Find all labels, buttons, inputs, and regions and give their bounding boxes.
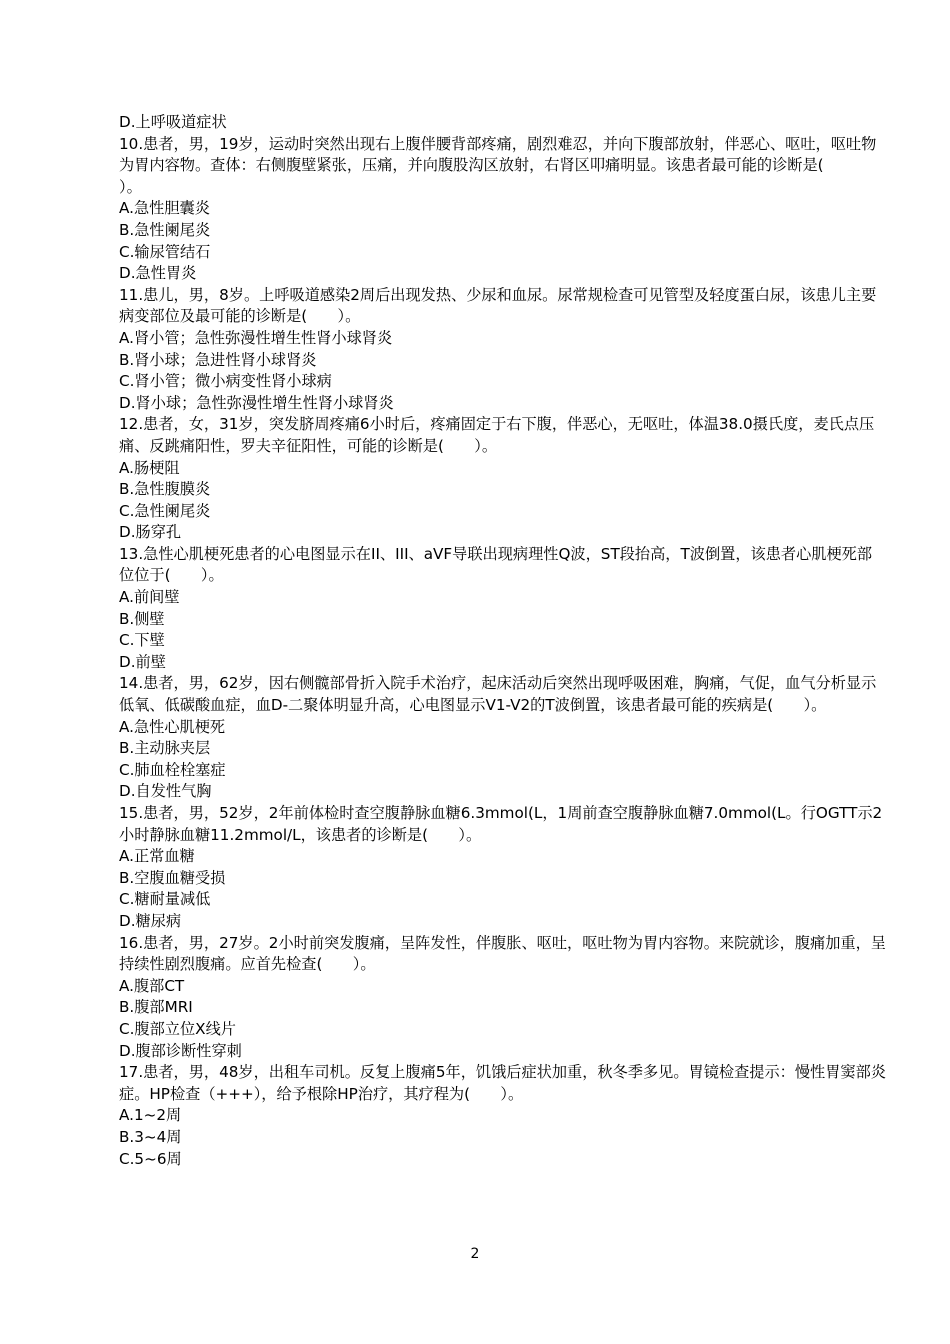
option-line: D.肾小球；急性弥漫性增生性肾小球肾炎 bbox=[119, 393, 394, 412]
option-line: A.前间壁 bbox=[119, 588, 180, 607]
question-text: 15.患者，男，52岁，2年前体检时查空腹静脉血糖6.3mmol(L，1周前查空腹静脉血糖7.0mmol(L。行OGTT示2小时静脉血糖11.2mmol/L，该患者的诊断是( ）。 bbox=[119, 804, 883, 844]
option-line: A.肠梗阻 bbox=[119, 458, 180, 477]
option-line: D.腹部诊断性穿刺 bbox=[119, 1041, 242, 1060]
question-text: 10.患者，男，19岁，运动时突然出现右上腹伴腰背部疼痛，剧烈难忍，并向下腹部放射，伴恶心、呕吐，呕吐物为胃内容物。查体：右侧腹壁紧张，压痛，并向腹股沟区放射，右肾区叩痛明显。该患者最可能的诊断是( bbox=[119, 134, 877, 175]
option-line: A.肾小管；急性弥漫性增生性肾小球肾炎 bbox=[119, 328, 393, 347]
option-line: A.正常血糖 bbox=[119, 847, 195, 866]
question-text: 13.急性心肌梗死患者的心电图显示在II、III、aVF导联出现病理性Q波，ST段抬高，T波倒置，该患者心肌梗死部位位于( ）。 bbox=[119, 544, 873, 585]
option-line: B.侧壁 bbox=[119, 609, 165, 628]
option-line: C.输尿管结石 bbox=[119, 242, 211, 261]
question-text: 17.患者，男，48岁，出租车司机。反复上腹痛5年，饥饿后症状加重，秋冬季多见。胃镜检查提示：慢性胃窦部炎症。HP检查（+++），给予根除HP治疗，其疗程为( ）。 bbox=[119, 1063, 886, 1103]
option-line: C.5~6周 bbox=[119, 1149, 182, 1168]
option-line: B.主动脉夹层 bbox=[119, 739, 211, 758]
option-line: B.急性阑尾炎 bbox=[119, 220, 211, 239]
option-line: C.糖耐量减低 bbox=[119, 890, 211, 909]
option-line: C.肺血栓栓塞症 bbox=[119, 760, 226, 779]
question-text: 16.患者，男，27岁。2小时前突发腹痛，呈阵发性，伴腹胀、呕吐，呕吐物为胃内容物。来院就诊，腹痛加重，呈持续性剧烈腹痛。应首先检查( ）。 bbox=[119, 933, 886, 974]
question-text-end: ）。 bbox=[119, 177, 142, 196]
option-line: B.3~4周 bbox=[119, 1127, 182, 1146]
option-line: D.肠穿孔 bbox=[119, 523, 182, 542]
option-line: B.肾小球；急进性肾小球肾炎 bbox=[119, 350, 317, 369]
option-line: A.急性胆囊炎 bbox=[119, 199, 210, 218]
option-line: D.上呼吸道症状 bbox=[119, 113, 227, 131]
option-line: D.自发性气胸 bbox=[119, 782, 212, 801]
question-text: 14.患者，男，62岁，因右侧髋部骨折入院手术治疗，起床活动后突然出现呼吸困难，胸痛，气促，血气分析显示低氧、低碳酸血症，血D-二聚体明显升高，心电图显示V1-V2的T波倒置，该患者最可能的疾病是( ）。 bbox=[119, 674, 877, 715]
option-line: D.前壁 bbox=[119, 652, 166, 671]
page-number: 2 bbox=[470, 1246, 480, 1262]
option-line: A.腹部CT bbox=[119, 976, 185, 995]
document-body bbox=[86, 112, 886, 1170]
option-line: B.腹部MRI bbox=[119, 998, 193, 1017]
question-text: 12.患者，女，31岁，突发脐周疼痛6小时后，疼痛固定于右下腹，伴恶心，无呕吐，体温38.0摄氏度，麦氏点压痛、反跳痛阳性，罗夫辛征阳性，可能的诊断是( ）。 bbox=[119, 415, 875, 455]
option-line: C.急性阑尾炎 bbox=[119, 501, 211, 520]
option-line: B.急性腹膜炎 bbox=[119, 480, 211, 499]
option-line: A.急性心肌梗死 bbox=[119, 717, 226, 736]
option-line: C.下壁 bbox=[119, 631, 165, 650]
option-line: D.急性胃炎 bbox=[119, 264, 197, 283]
question-text: 11.患儿，男，8岁。上呼吸道感染2周后出现发热、少尿和血尿。尿常规检查可见管型及轻度蛋白尿，该患儿主要病变部位及最可能的诊断是( ）。 bbox=[119, 285, 877, 326]
option-line: C.肾小管；微小病变性肾小球病 bbox=[119, 372, 332, 391]
option-line: D.糖尿病 bbox=[119, 911, 182, 930]
option-line: C.腹部立位X线片 bbox=[119, 1019, 236, 1038]
option-line: B.空腹血糖受损 bbox=[119, 868, 226, 887]
option-line: A.1~2周 bbox=[119, 1106, 182, 1125]
